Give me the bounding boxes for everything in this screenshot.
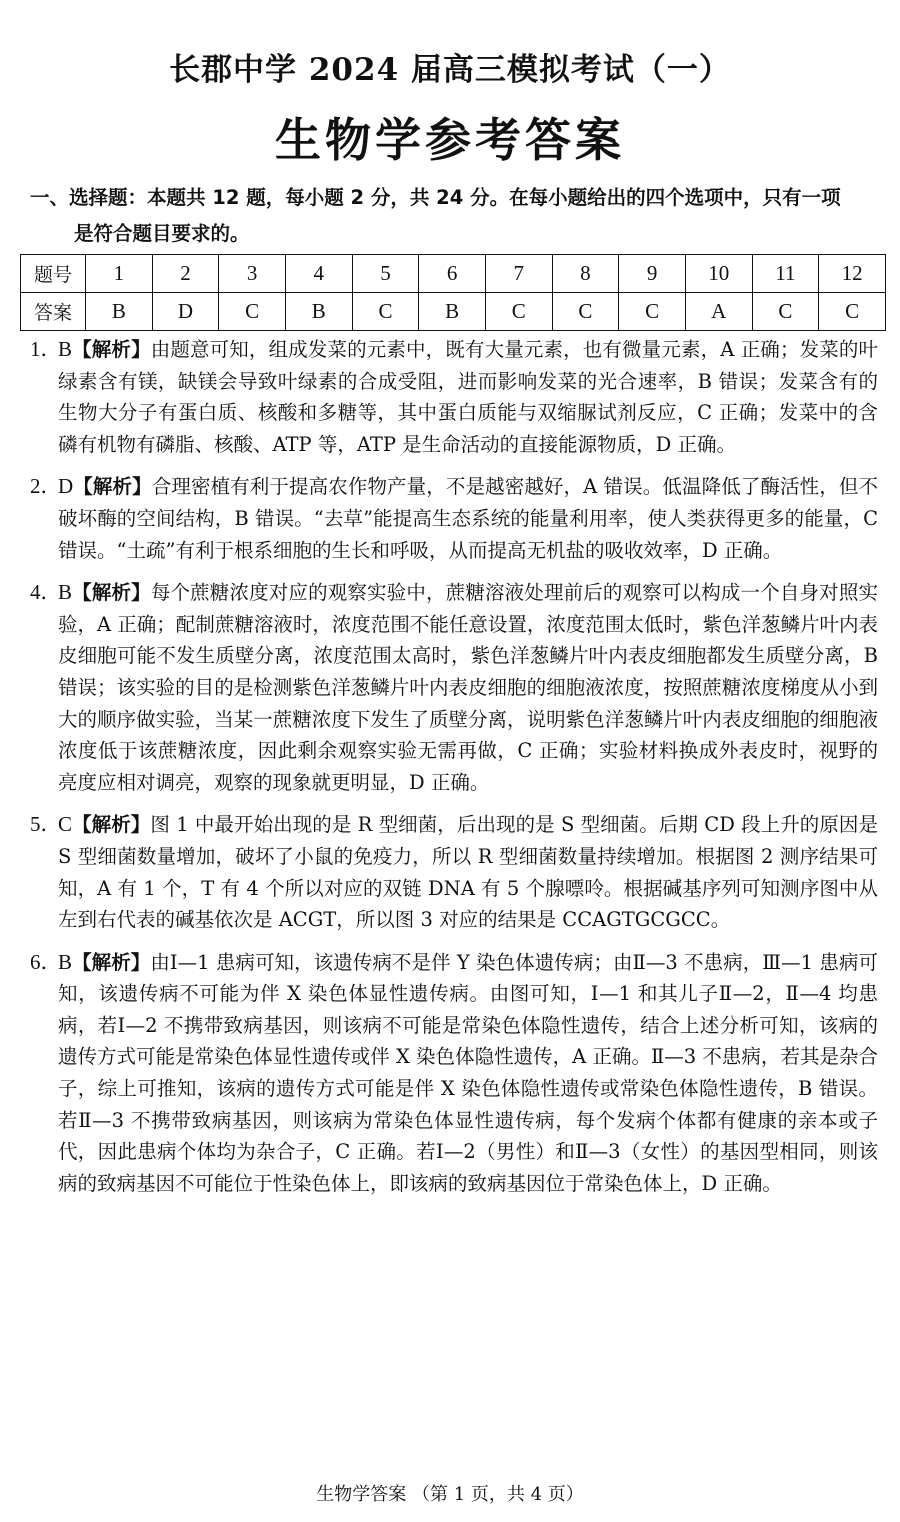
answer-cell: A: [685, 293, 752, 331]
question-number-row: [21, 255, 886, 293]
explanation-item: [30, 471, 878, 566]
page-footer: [0, 1480, 900, 1506]
row-label-question-number: 题号: [21, 255, 86, 293]
explanation-number: 4．: [30, 580, 62, 605]
question-number-cell: 5: [352, 255, 419, 293]
explanation-tag: 【解析】: [72, 581, 151, 605]
answer-cell: C: [619, 293, 686, 331]
answer-cell: C: [552, 293, 619, 331]
question-number-cell: 7: [485, 255, 552, 293]
explanation-text: 由题意可知，组成发菜的元素中，既有大量元素，也有微量元素，A 正确；发菜的叶绿素含有镁，缺镁会导致叶绿素的合成受阻，进而影响发菜的光合速率，B 错误；发菜含有的生物大分子有蛋白质、核酸和多糖等，其中蛋白质能与双缩脲试剂反应，C 正确；发菜中的含磷有机物有磷脂、核酸、ATP 等，ATP 是生命活动的直接能源物质，D 正确。: [58, 338, 878, 456]
explanation-number: 6．: [30, 949, 62, 974]
answer-cell: B: [419, 293, 486, 331]
section-heading: [30, 180, 882, 252]
question-number-cell: 10: [685, 255, 752, 293]
answer-cell: C: [819, 293, 886, 331]
explanation-item: [30, 577, 878, 798]
school-title: 长郡中学 2024 届高三模拟考试（一）: [169, 52, 731, 88]
explanation-answer: D: [58, 474, 74, 499]
question-number-cell: 2: [152, 255, 219, 293]
explanation-answer: C: [58, 812, 73, 837]
explanation-item: [30, 809, 878, 935]
answer-cell: C: [219, 293, 286, 331]
explanation-tag: 【解析】: [72, 338, 151, 361]
question-number-cell: 3: [219, 255, 286, 293]
explanation-tag: 【解析】: [72, 950, 151, 974]
question-number-cell: 6: [419, 255, 486, 293]
row-label-answer: 答案: [21, 293, 86, 331]
answer-cell: C: [485, 293, 552, 331]
question-number-cell: 12: [819, 255, 886, 293]
answer-cell: C: [752, 293, 819, 331]
explanation-text: 合理密植有利于提高农作物产量，不是越密越好，A 错误。低温降低了酶活性，但不破坏酶的空间结构，B 错误。“去草”能提高生态系统的能量利用率，使人类获得更多的能量，C 错误。“土疏”有利于根系细胞的生长和呼吸，从而提高无机盐的吸收效率，D 正确。: [58, 475, 878, 562]
footer-page-info: （第 1 页，共 4 页）: [411, 1484, 584, 1505]
answer-cell: C: [352, 293, 419, 331]
explanation-answer: B: [58, 337, 73, 361]
footer-label: 生物学答案: [316, 1484, 407, 1505]
answer-cell: B: [86, 293, 153, 331]
explanation-answer: B: [58, 949, 73, 974]
explanation-item: [30, 334, 878, 460]
explanation-number: 2．: [30, 474, 62, 499]
explanation-number: 5．: [30, 812, 62, 837]
section-heading-line2: 是符合题目要求的。: [74, 222, 250, 245]
section-heading-line1: 一、选择题：本题共 12 题，每小题 2 分，共 24 分。在每小题给出的四个选项中，只有一项: [30, 186, 841, 209]
explanation-text: 图 1 中最开始出现的是 R 型细菌，后出现的是 S 型细菌。后期 CD 段上升的原因是 S 型细菌数量增加，破坏了小鼠的免疫力，所以 R 型细菌数量持续增加。根据图 2 测序结果可知，A 有 1 个，T 有 4 个所以对应的双链 DNA 有 5 个腺嘌呤。根据碱基序列可知测序图中从左到右代表的碱基依次是 ACGT，所以图 3 对应的结果是 CCAGTGCGCC。: [58, 813, 878, 932]
explanation-item: [30, 947, 878, 1200]
answer-row: [21, 293, 886, 331]
explanation-text: 由Ⅰ—1 患病可知，该遗传病不是伴 Y 染色体遗传病；由Ⅱ—3 不患病，Ⅲ—1 患病可知，该遗传病不可能为伴 X 染色体显性遗传病。由图可知，Ⅰ—1 和其儿子Ⅱ—2，Ⅱ—4 均患病，若Ⅰ—2 不携带致病基因，则该病不可能是常染色体隐性遗传，结合上述分析可知，该病的遗传方式可能是常染色体显性遗传或伴 X 染色体隐性遗传，A 正确。Ⅱ—3 不患病，若其是杂合子，综上可推知，该病的遗传方式可能是伴 X 染色体隐性遗传或常染色体隐性遗传，B 错误。若Ⅱ—3 不携带致病基因，则该病为常染色体显性遗传病，每个发病个体都有健康的亲本或子代，因此患病个体均为杂合子，C 正确。若Ⅰ—2（男性）和Ⅱ—3（女性）的基因型相同，则该病的致病基因不可能位于性染色体上，即该病的致病基因位于常染色体上，D 正确。: [58, 950, 878, 1195]
explanation-number: 1．: [30, 337, 62, 361]
question-number-cell: 4: [285, 255, 352, 293]
answer-table: [20, 254, 886, 331]
question-number-cell: 11: [752, 255, 819, 293]
explanation-tag: 【解析】: [73, 475, 152, 499]
explanation-list: [30, 334, 878, 1210]
answer-cell: D: [152, 293, 219, 331]
answer-cell: B: [285, 293, 352, 331]
question-number-cell: 8: [552, 255, 619, 293]
explanation-answer: B: [58, 580, 73, 605]
explanation-tag: 【解析】: [72, 813, 151, 837]
explanation-text: 每个蔗糖浓度对应的观察实验中，蔗糖溶液处理前后的观察可以构成一个自身对照实验，A 正确；配制蔗糖溶液时，浓度范围不能任意设置，浓度范围太低时，紫色洋葱鳞片叶内表皮细胞可能不发生质壁分离，浓度范围太高时，紫色洋葱鳞片叶内表皮细胞都发生质壁分离，B 错误；该实验的目的是检测紫色洋葱鳞片叶内表皮细胞的细胞液浓度，按照蔗糖浓度梯度从小到大的顺序做实验，当某一蔗糖浓度下发生了质壁分离，说明紫色洋葱鳞片叶内表皮细胞的细胞液浓度低于该蔗糖浓度，因此剩余观察实验无需再做，C 正确；实验材料换成外表皮时，视野的亮度应相对调亮，观察的现象就更明显，D 正确。: [58, 581, 878, 794]
question-number-cell: 9: [619, 255, 686, 293]
question-number-cell: 1: [86, 255, 153, 293]
document-title: 生物学参考答案: [275, 113, 625, 167]
